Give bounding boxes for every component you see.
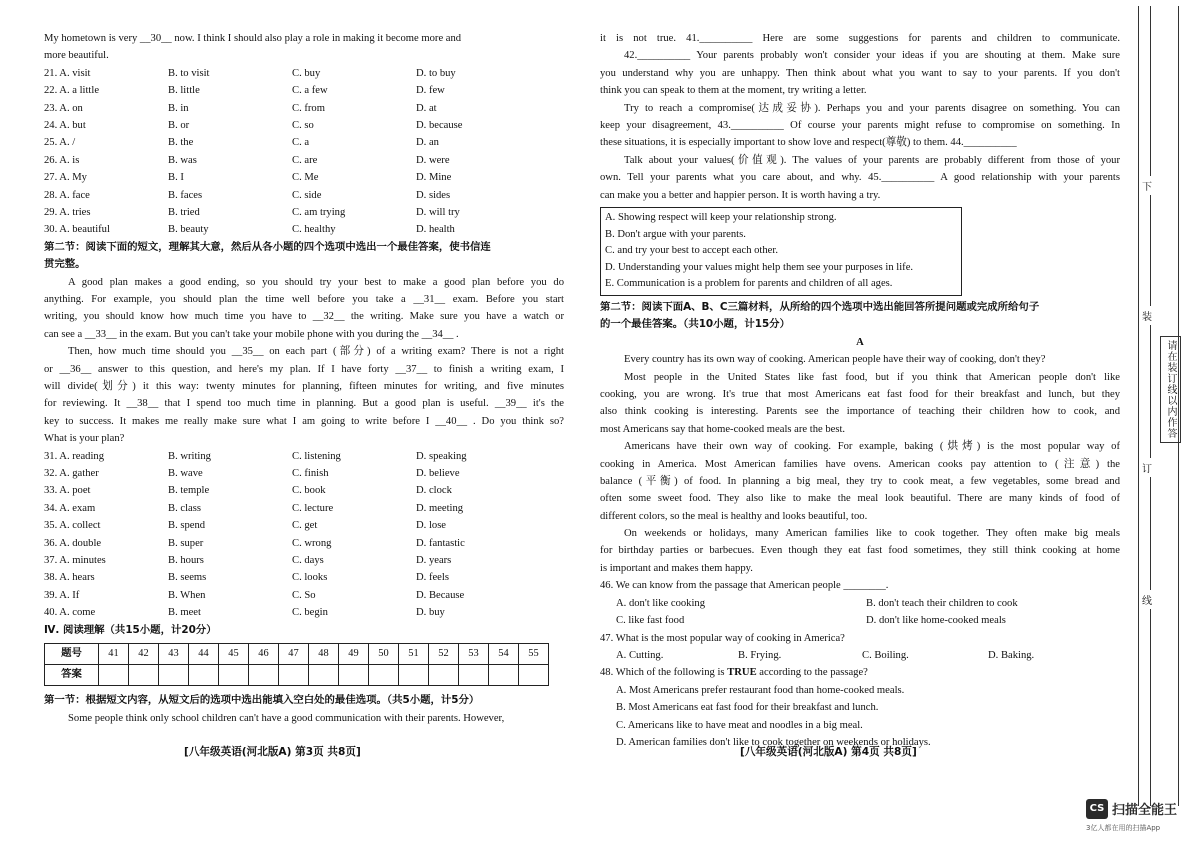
option: B. spend [168, 520, 206, 532]
choice-option: B. Don't argue with your parents. [605, 228, 746, 240]
option: C. days [292, 555, 324, 567]
scanner-name: 扫描全能王 [1112, 803, 1178, 818]
option: B. or [168, 120, 190, 132]
option: B. When [168, 589, 206, 601]
binding-label: 线 [1142, 590, 1152, 609]
question-48-text: 48. Which of the following is [600, 667, 728, 679]
answer-table-number: 42 [129, 644, 159, 665]
choice-option: A. Showing respect will keep your relationship strong. [605, 211, 837, 223]
answer-table-number: 49 [339, 644, 369, 665]
option: A. don't like cooking [616, 597, 706, 609]
option: D. to buy [416, 67, 456, 79]
option: D. Because [416, 589, 465, 601]
answer-table-number: 45 [219, 644, 249, 665]
choice-option: D. Understanding your values might help them see your purposes in life. [605, 261, 914, 273]
option: B. super [168, 537, 204, 549]
option: 26. A. is [44, 154, 80, 166]
option: 36. A. double [44, 537, 102, 549]
option-row [44, 204, 564, 221]
option: B. hours [168, 555, 204, 567]
right-page [600, 30, 1120, 751]
cloze-passage [44, 274, 564, 448]
question-47-options [600, 647, 1120, 664]
passage-line: Try to reach a compromise(达成妥协). Perhaps you and your parents disagree on something. You can [624, 102, 1120, 114]
option: 39. A. If [44, 589, 80, 601]
option: D. years [416, 555, 452, 567]
passage-line: think you can speak to them at the moment, try writing a letter. [600, 85, 867, 97]
passage-line: On weekends or holidays, many American families like to cook together. They often make big meals [624, 528, 1120, 540]
option-row [44, 187, 564, 204]
passage-line: key to success. It makes me really make sure what I am going to write before I __40__ . Do you think so? [44, 415, 564, 427]
passage-line: most Americans say that home-cooked meals are the best. [600, 423, 846, 435]
passage-line: it is not true. 41.__________ Here are some suggestions for parents and children to communicate. [600, 33, 1120, 44]
question-47: 47. What is the most popular way of cooking in America? [600, 632, 845, 644]
passage-line: 42.__________ Your parents probably won't consider your ideas if you are shouting at them. Make sure [624, 50, 1120, 62]
option: 27. A. My [44, 172, 87, 184]
option: C. Americans like to have meat and noodles in a big meal. [616, 719, 863, 731]
option: B. class [168, 502, 201, 514]
answer-table-blank-cell [339, 665, 369, 686]
answer-table-blank-cell [519, 665, 549, 686]
gap-fill-passage [600, 30, 1120, 204]
binding-line [1138, 6, 1139, 806]
option: B. was [168, 154, 197, 166]
option: D. meeting [416, 502, 464, 514]
passage-line: these situations, it is especially important to show love and respect(尊敬) to them. 44.__________ [600, 137, 1017, 149]
scanner-watermark [1086, 796, 1196, 838]
option-row [44, 552, 564, 569]
option: C. so [292, 120, 314, 132]
binding-label: 订 [1142, 458, 1152, 477]
answer-table-number: 50 [369, 644, 399, 665]
binding-label: 装 [1142, 306, 1152, 325]
option: B. to visit [168, 67, 210, 79]
option: C. side [292, 189, 322, 201]
binding-line [1150, 6, 1151, 806]
answer-table-number: 46 [249, 644, 279, 665]
option: C. finish [292, 468, 329, 480]
option-row [44, 65, 564, 82]
option: D. speaking [416, 450, 467, 462]
answer-table-head: 题号 [45, 644, 99, 665]
answer-table-number: 51 [399, 644, 429, 665]
option: B. little [168, 85, 200, 97]
option: D. fantastic [416, 537, 465, 549]
left-page [44, 30, 564, 727]
option: 35. A. collect [44, 520, 101, 532]
option: D. feels [416, 572, 449, 584]
option: 40. A. come [44, 607, 96, 619]
answer-table-blank-cell [99, 665, 129, 686]
option-row [44, 134, 564, 151]
passage-line: Every country has its own way of cooking. American people have their way of cooking, don't they? [624, 354, 1046, 366]
option: C. a [292, 137, 310, 149]
scanner-tagline: 3亿人都在用的扫描App [1086, 824, 1161, 832]
passage-line: often some sweet food. They also like to make the meal look beautiful. There are many kinds of food of [600, 493, 1120, 505]
option: D. few [416, 85, 445, 97]
option: B. beauty [168, 224, 209, 236]
option: C. from [292, 102, 325, 114]
passage-line: Americans have their own way of cooking. For example, baking (烘烤) is the most popular way of [624, 441, 1120, 453]
question-46-options [600, 595, 1120, 630]
answer-table-blank-cell [249, 665, 279, 686]
binding-note: 请在装订线以内作答 [1160, 336, 1181, 443]
passage-line: cooking in America. Most American families have ovens. American cooks pay attention to (注意) the [600, 458, 1120, 470]
option: 25. A. / [44, 137, 76, 149]
option: A. Cutting. [616, 649, 664, 661]
options-31-40 [44, 448, 564, 622]
answer-table-number: 55 [519, 644, 549, 665]
option: 31. A. reading [44, 450, 105, 462]
option: C. buy [292, 67, 321, 79]
answer-table-number: 47 [279, 644, 309, 665]
option: 30. A. beautiful [44, 224, 110, 236]
option: C. like fast food [616, 615, 685, 627]
option: 28. A. face [44, 189, 90, 201]
option: C. lecture [292, 502, 334, 514]
passage-line: My hometown is very __30__ now. I think I should also play a role in making it become more and [44, 33, 462, 44]
passage-line: writing, you should know how much time you have to __32__ the writing. Make sure you have a watch or [44, 311, 564, 323]
option: D. Baking. [988, 649, 1035, 661]
passage-line: is important and makes them happy. [600, 562, 753, 574]
option: C. looks [292, 572, 328, 584]
option-row [44, 535, 564, 552]
answer-table-blank-cell [129, 665, 159, 686]
option: 33. A. poet [44, 485, 91, 497]
option: 37. A. minutes [44, 555, 106, 567]
passage-line: Most people in the United States like fast food, but if you think that American people don't like [624, 371, 1120, 383]
answer-table-number: 44 [189, 644, 219, 665]
question-46: 46. We can know from the passage that American people ________. [600, 580, 889, 592]
answer-table-answer-row [45, 665, 549, 686]
option: C. a few [292, 85, 328, 97]
passage-line: cooking, you are wrong. It's true that most Americans eat fast food for their breakfast and lunch, but they [600, 388, 1120, 400]
question-48-text: according to the passage? [756, 667, 868, 679]
option-row [44, 100, 564, 117]
passage-line: you understand why you are unhappy. Then think about what you want to say to your parents. If you don't [600, 67, 1120, 79]
option-row [44, 82, 564, 99]
answer-table-blank-cell [369, 665, 399, 686]
option: C. begin [292, 607, 328, 619]
option-row [44, 500, 564, 517]
answer-table-blank-cell [459, 665, 489, 686]
question-48 [600, 664, 1120, 681]
option: C. am trying [292, 207, 346, 219]
option-row [44, 152, 564, 169]
section-heading: 的一个最佳答案。（共10小题，计15分） [600, 318, 790, 331]
passage-line: balance (平衡) of food. In planning a big meal, they try to cook meat, a few vegetables, some bread and [600, 475, 1120, 487]
answer-table-number: 54 [489, 644, 519, 665]
passage-line: will divide(划分) it this way: twenty minutes for planning, fifteen minutes for writing, and five minutes [44, 381, 564, 393]
option: B. wave [168, 468, 203, 480]
option: C. Me [292, 172, 319, 184]
option-row [44, 448, 564, 465]
option-row [44, 587, 564, 604]
answer-table-number: 52 [429, 644, 459, 665]
passage-title: A [856, 336, 864, 348]
option: B. don't teach their children to cook [866, 597, 1018, 609]
option: D. believe [416, 468, 460, 480]
option: B. tried [168, 207, 200, 219]
option: C. wrong [292, 537, 332, 549]
passage-line: for reviewing. It __38__ that I spend too much time in planning. But a good plan is useful. __39__ it's the [44, 398, 564, 410]
choice-option: E. Communication is a problem for parents and children of all ages. [605, 278, 893, 290]
option-row [44, 604, 564, 621]
option: D. will try [416, 207, 460, 219]
scanner-logo-icon: CS [1086, 799, 1108, 819]
option-row [44, 517, 564, 534]
option: D. at [416, 102, 437, 114]
option: 34. A. exam [44, 502, 96, 514]
question-48-emphasis: TRUE [727, 667, 757, 679]
option-row [44, 569, 564, 586]
answer-table-blank-cell [279, 665, 309, 686]
option: B. Frying. [738, 649, 782, 661]
passage-line: can see a __33__ in the exam. But you can't take your mobile phone with you during the __34__ . [44, 328, 459, 340]
option-row [44, 117, 564, 134]
option-row [44, 169, 564, 186]
passage-line: What is your plan? [44, 433, 125, 445]
option: B. meet [168, 607, 201, 619]
passage-line: Some people think only school children can't have a good communication with their parents. However, [68, 712, 505, 724]
passage-line: or __36__ answer to this question, and here's my plan. If I have forty __37__ to finish a writing exam, I [44, 363, 564, 375]
option: 38. A. hears [44, 572, 95, 584]
passage-line: can make you a better and happier person. It is worth having a try. [600, 189, 881, 201]
option: B. in [168, 102, 189, 114]
passage-line: Talk about your values(价值观). The values of your parents are probably different from those of your [624, 154, 1120, 166]
passage-line: A good plan makes a good ending, so you should try your best to make a good plan before you do [68, 276, 564, 288]
section-heading: 第二节：阅读下面的短文，理解其大意，然后从各小题的四个选项中选出一个最佳答案，使书信连 [44, 240, 491, 253]
option: 23. A. on [44, 102, 83, 114]
answer-table-blank-cell [489, 665, 519, 686]
passage-line: also think cooking is interesting. Parents see the importance of teaching their children how to cook, and [600, 406, 1120, 418]
answer-table-blank-cell [429, 665, 459, 686]
option: C. book [292, 485, 326, 497]
option: 21. A. visit [44, 67, 91, 79]
option: 24. A. but [44, 120, 86, 132]
passage-line: Then, how much time should you __35__ on each part (部分) of a writing exam? There is not a right [68, 346, 564, 358]
option: A. Most Americans prefer restaurant food than home-cooked meals. [616, 684, 905, 696]
section-heading: 第一节：根据短文内容，从短文后的选项中选出能填入空白处的最佳选项。（共5小题，计5分） [44, 694, 480, 707]
option: D. Mine [416, 172, 452, 184]
answer-table-number: 48 [309, 644, 339, 665]
option: D. buy [416, 607, 445, 619]
passage-line: own. Tell your parents what you care about, and why. 45.__________ A good relationship with your parents [600, 172, 1120, 184]
answer-table-blank-cell [159, 665, 189, 686]
option: 22. A. a little [44, 85, 100, 97]
option: 32. A. gather [44, 468, 99, 480]
answer-table-head: 答案 [45, 665, 99, 686]
option: B. the [168, 137, 194, 149]
answer-table-number-row [45, 644, 549, 665]
option-row [44, 482, 564, 499]
passage-line: more beautiful. [44, 50, 109, 62]
option: C. are [292, 154, 318, 166]
option: B. seems [168, 572, 207, 584]
option: B. Most Americans eat fast food for their breakfast and lunch. [616, 702, 879, 714]
binding-label: 下 [1142, 176, 1152, 195]
option-row [44, 221, 564, 238]
answer-table-blank-cell [399, 665, 429, 686]
option: B. temple [168, 485, 210, 497]
option: D. lose [416, 520, 447, 532]
option: D. health [416, 224, 455, 236]
option: C. So [292, 589, 316, 601]
option: B. I [168, 172, 184, 184]
option: D. don't like home-cooked meals [866, 615, 1006, 627]
choice-box [600, 207, 962, 296]
option: C. get [292, 520, 318, 532]
passage-line: different colors, so the meal is healthy and looks beautiful, too. [600, 510, 868, 522]
answer-table-blank-cell [219, 665, 249, 686]
page-footer-left: [八年级英语(河北版A) 第3页 共8页] [184, 746, 361, 758]
page-footer-right: [八年级英语(河北版A) 第4页 共8页] [740, 746, 917, 758]
option: C. healthy [292, 224, 336, 236]
answer-table-blank-cell [189, 665, 219, 686]
option: D. clock [416, 485, 452, 497]
option: D. were [416, 154, 450, 166]
section-heading: Ⅳ. 阅读理解（共15小题，计20分） [44, 623, 217, 636]
reading-passage-a [600, 351, 1120, 577]
section-heading: 第二节：阅读下面A、B、C三篇材料，从所给的四个选项中选出能回答所提问题或完成所给句子 [600, 300, 1040, 313]
answer-table-number: 43 [159, 644, 189, 665]
option: D. an [416, 137, 439, 149]
choice-option: C. and try your best to accept each other. [605, 245, 778, 257]
section-heading: 贯完整。 [44, 258, 86, 271]
option: C. listening [292, 450, 341, 462]
answer-table-number: 53 [459, 644, 489, 665]
option: D. sides [416, 189, 451, 201]
answer-table-number: 41 [99, 644, 129, 665]
option: C. Boiling. [862, 649, 909, 661]
passage-line: keep your disagreement, 43.__________ Of course your parents might refuse to compromise on something. In [600, 119, 1120, 131]
options-21-30 [44, 65, 564, 239]
answer-table-blank-cell [309, 665, 339, 686]
option: D. because [416, 120, 463, 132]
option-row [44, 465, 564, 482]
option: D. American families don't like to cook together on weekends or holidays. [616, 736, 931, 748]
passage-line: anything. For example, you should plan the time well before you take a __31__ exam. Before you start [44, 294, 564, 306]
option: 29. A. tries [44, 207, 91, 219]
answer-table [44, 643, 549, 686]
option: B. faces [168, 189, 203, 201]
option: B. writing [168, 450, 211, 462]
passage-line: for birthday parties or barbecues. Even though they eat fast food sometimes, they still think cooking at home [600, 545, 1120, 557]
